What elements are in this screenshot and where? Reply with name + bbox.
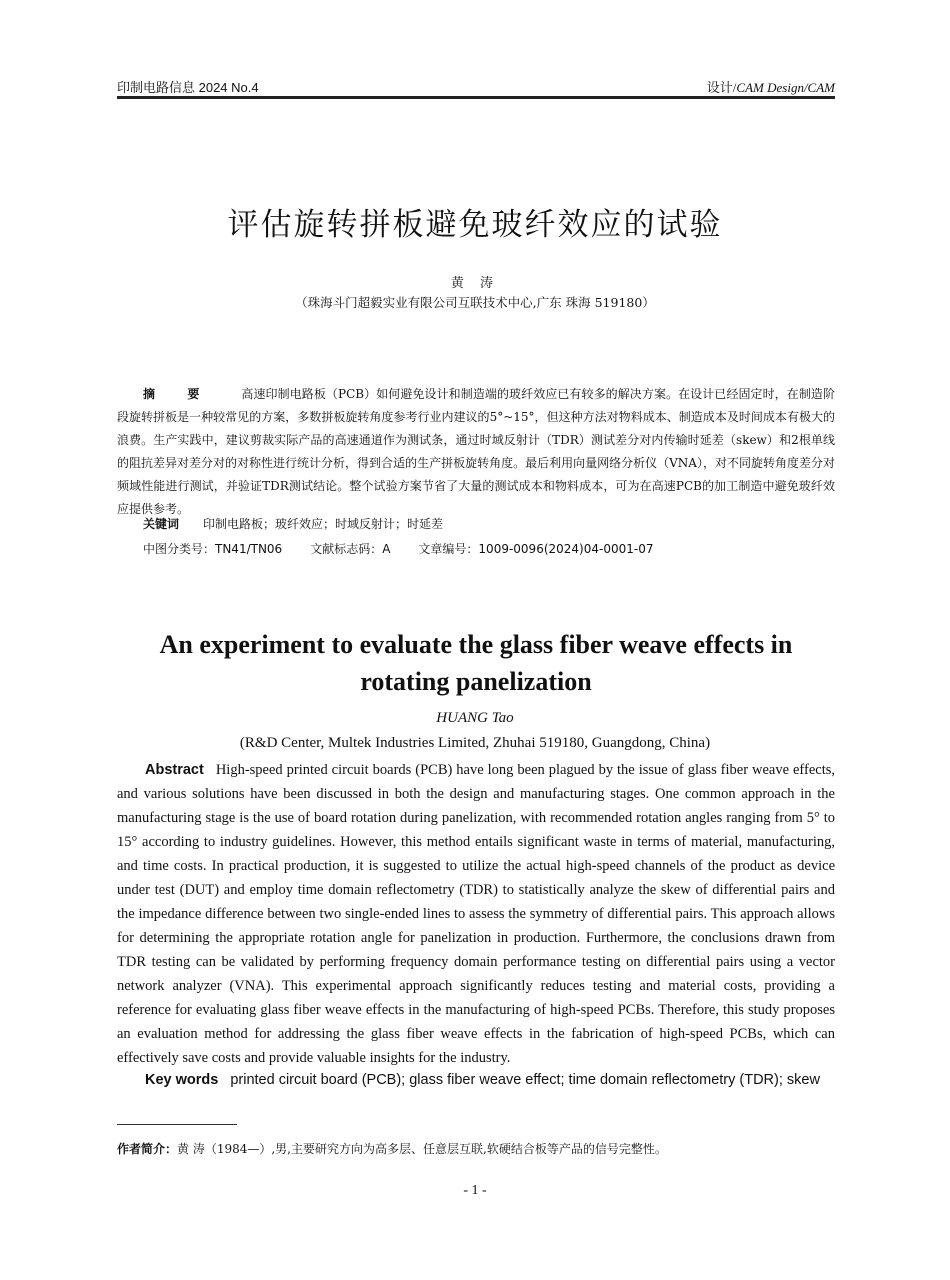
chinese-title: 评估旋转拼板避免玻纤效应的试验 xyxy=(227,207,723,243)
footnote-text: 黄 涛（1984—）,男,主要研究方向为高多层、任意层互联,软硬结合板等产品的信号完整性。 xyxy=(177,1142,667,1156)
chinese-abstract-text: 高速印制电路板（PCB）如何避免设计和制造端的玻纤效应已有较多的解决方案。在设计已经固定时，在制造阶段旋转拼板是一种较常见的方案，多数拼板旋转角度参考行业内建议的5°~15°，但这种方法对物料成本、制造成本及时间成本有极大的浪费。生产实践中，建议剪裁实际产品的高速通道作为测试条，通过时域反射计（TDR）测试差分对内传输时延差（skew）和2根单线的阻抗差异对差分对的对称性进行统计分析，得到合适的生产拼板旋转角度。最后利用向量网络分析仪（VNA），对不同旋转角度差分对频域性能进行测试，并验证TDR测试结论。整个试验方案节省了大量的测试成本和物料成本，可为在高速PCB的加工制造中避免玻纤效应提供参考。 xyxy=(117,387,835,516)
author-footnote xyxy=(117,1140,835,1157)
section-label: 设计/CAM Design/CAM xyxy=(706,79,835,95)
chinese-keywords xyxy=(143,515,443,532)
article-number: 文章编号：1009-0096(2024)04-0001-07 xyxy=(418,542,654,556)
chinese-abstract xyxy=(117,383,835,521)
chinese-keywords-label: 关键词 xyxy=(143,517,180,531)
english-abstract xyxy=(117,758,835,1070)
english-author: HUANG Tao xyxy=(436,710,514,726)
class-number: 中图分类号：TN41/TN06 xyxy=(143,542,283,556)
chinese-author: 黄 涛 xyxy=(450,276,500,291)
header-rule xyxy=(117,96,835,99)
chinese-abstract-label: 摘 要 xyxy=(143,387,214,401)
english-keywords xyxy=(117,1068,835,1092)
journal-name: 印制电路信息 2024 No.4 xyxy=(117,79,259,95)
classification-line xyxy=(143,540,653,557)
english-abstract-label: Abstract xyxy=(145,762,204,778)
english-keywords-text: printed circuit board (PCB); glass fiber weave effect; time domain reflectometry (TDR); skew xyxy=(230,1072,820,1088)
chinese-affiliation: （珠海斗门超毅实业有限公司互联技术中心,广东 珠海 519180） xyxy=(295,295,655,310)
document-code: 文献标志码：A xyxy=(310,542,391,556)
english-title: An experiment to evaluate the glass fiber weave effects in rotating panelization xyxy=(159,630,793,696)
footnote-label: 作者简介： xyxy=(117,1142,178,1156)
english-abstract-text: High-speed printed circuit boards (PCB) have long been plagued by the issue of glass fiber weave effects, and various solutions have been discussed in both the design and manufacturing stages. One common approach in the manufacturing stage is the use of board rotation during panelization, with recommended rotation angles ranging from 5° to 15° according to industry guidelines. However, this method entails significant waste in terms of material, manufacturing, and time costs. In practical production, it is suggested to utilize the actual high-speed channels of the product as device under test (DUT) and employ time domain reflectometry (TDR) to statistically analyze the skew of differential pairs and the impedance difference between two single-ended lines to assess the symmetry of differential pairs. This approach allows for determining the appropriate rotation angle for panelization in production. Furthermore, the conclusions drawn from TDR testing can be validated by performing frequency domain performance testing on differential pairs using a vector network analyzer (VNA). This experimental approach significantly reduces testing and material costs, providing a reference for evaluating glass fiber weave effects in the manufacturing of high-speed PCBs. Therefore, this study proposes an evaluation method for addressing the glass fiber weave effects in the fabrication of high-speed PCBs, which can effectively save costs and provide valuable insights for the industry. xyxy=(117,762,835,1066)
footnote-rule xyxy=(117,1124,237,1125)
english-affiliation: (R&D Center, Multek Industries Limited, Zhuhai 519180, Guangdong, China) xyxy=(239,735,711,751)
english-keywords-label: Key words xyxy=(145,1072,219,1088)
page-number: - 1 - xyxy=(463,1183,487,1198)
chinese-keywords-text: 印制电路板；玻纤效应；时域反射计；时延差 xyxy=(203,517,444,531)
running-head xyxy=(117,76,835,96)
